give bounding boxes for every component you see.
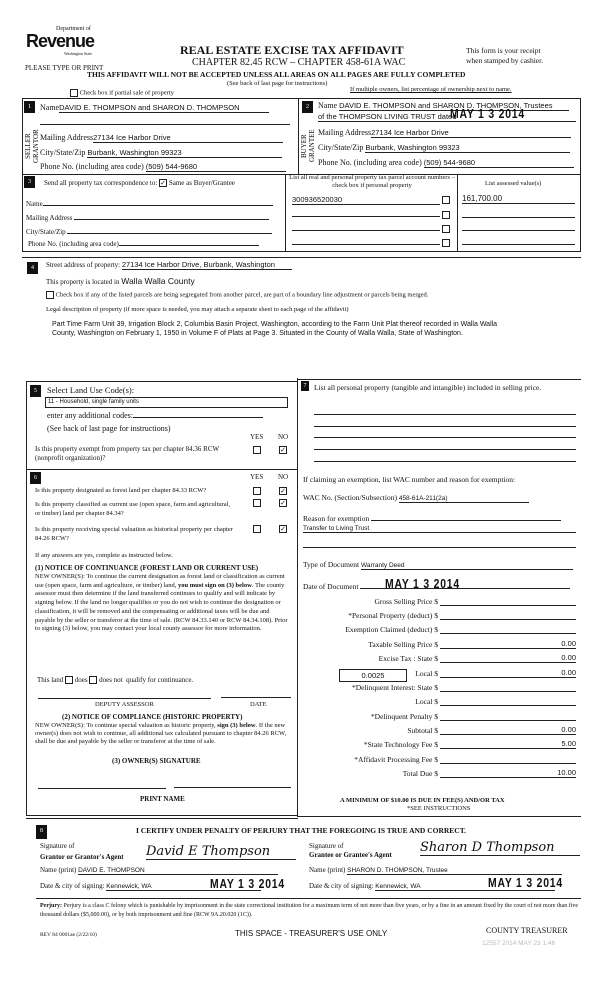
deputy-assessor-line	[38, 698, 211, 699]
fee-label: Exemption Claimed (deduct) $	[345, 625, 438, 634]
logo-main-text: Revenue	[26, 31, 95, 51]
personal-property-checkbox[interactable]	[442, 196, 450, 204]
wac-field[interactable]: 458-61A-211(2a)	[399, 495, 529, 503]
corr-city-field[interactable]	[67, 233, 272, 234]
fee-value-field[interactable]	[440, 696, 576, 706]
fee-value-field[interactable]	[440, 682, 576, 692]
fee-label: Subtotal $	[407, 726, 438, 735]
personal-property-checkbox-3[interactable]	[442, 225, 450, 233]
seller-name-label: Name	[40, 103, 60, 112]
fee-value-field[interactable]	[440, 711, 576, 721]
section-4-badge: 4	[27, 262, 38, 274]
historic-no-checkbox[interactable]: ✓	[280, 525, 286, 533]
fee-value-field[interactable]: 0.00	[440, 639, 576, 649]
fee-value-field[interactable]: 0.00	[440, 725, 576, 735]
grantee-agent-label: Grantee or Grantee's Agent	[309, 851, 392, 859]
assessed-value-field[interactable]: 161,700.00	[462, 194, 575, 204]
notice-2-text-a: NEW OWNER(S): To continue special valuation as historic property,	[35, 722, 218, 729]
doctype-label: Type of Document	[303, 560, 360, 569]
buyer-city-row	[318, 143, 570, 153]
see-back-note: (See back of last page for instructions)	[227, 80, 328, 87]
fee-value-field[interactable]: 10.00	[440, 768, 576, 778]
column-divider	[297, 378, 298, 816]
continuance-row	[37, 676, 193, 684]
buyer-city-label: City/State/Zip	[318, 143, 364, 152]
fee-value-field[interactable]: 5.00	[440, 739, 576, 749]
seller-mail-row	[40, 133, 283, 143]
grantee-date-stamp: MAY 1 3 2014	[488, 875, 563, 890]
parcel-number-field-2[interactable]	[292, 209, 440, 217]
corr-city-label: City/State/Zip	[26, 228, 66, 236]
seller-side-label: SELLER GRANTOR	[24, 129, 40, 163]
assessed-line-2	[462, 217, 575, 218]
seller-city-label: City/State/Zip	[40, 148, 86, 157]
receipt-note-1: This form is your receipt	[466, 46, 541, 55]
docdate-label: Date of Document	[303, 582, 359, 591]
section-8-top-rule	[26, 818, 298, 819]
please-type: PLEASE TYPE OR PRINT	[25, 64, 104, 72]
fee-label: Total Due $	[402, 769, 438, 778]
parcel-row-3	[292, 223, 450, 233]
notice-2-text-b: sign (3) below	[217, 722, 256, 729]
deputy-assessor-label: DEPUTY ASSESSOR	[95, 701, 154, 708]
fee-label: *State Technology Fee $	[363, 740, 438, 749]
seller-name-line-2	[40, 124, 290, 125]
seller-name-row	[40, 103, 269, 113]
notice-2-text	[35, 722, 290, 746]
notice-1-title: (1) NOTICE OF CONTINUANCE (FOREST LAND OR CURRENT USE)	[35, 564, 259, 572]
notice-1-text-b: you must sign on (3) below	[177, 581, 252, 589]
corr-name-field[interactable]	[43, 205, 273, 206]
seller-city-row	[40, 148, 282, 158]
acceptance-warning: THIS AFFIDAVIT WILL NOT BE ACCEPTED UNLESS ALL AREAS ON ALL PAGES ARE FULLY COMPLETED	[87, 70, 466, 79]
corr-name-row	[26, 200, 273, 208]
parcel-row-4	[292, 237, 450, 247]
logo-top-text: Department of	[56, 26, 91, 32]
does-label: does	[74, 676, 88, 684]
docdate-stamp: MAY 1 3 2014	[385, 576, 460, 591]
historic-yes-checkbox[interactable]	[253, 525, 261, 533]
grantee-signature[interactable]: Sharon D Thompson	[420, 840, 580, 856]
grantee-sig-of: Signature of	[309, 842, 344, 850]
additional-codes-row	[47, 411, 263, 420]
seller-phone-field[interactable]: (509) 544-9680	[146, 162, 286, 172]
does-not-label: does not	[99, 676, 123, 684]
section-6-badge: 6	[30, 472, 41, 484]
send-correspondence-row	[44, 179, 235, 187]
corr-mail-field[interactable]	[74, 219, 269, 220]
notice-1-text-a: NEW OWNER(S): To continue the current designation as forest land or classification as current use (open space, farm and agriculture, or timber) land,	[35, 573, 285, 589]
multiple-owners-note: If multiple owners, list percentage of ownership next to name.	[350, 86, 512, 93]
seller-mail-label: Mailing Address	[40, 133, 94, 142]
s6-yes-header: YES	[250, 473, 264, 481]
buyer-name-field[interactable]: DAVID E. THOMPSON and SHARON D. THOMPSON, Trustees	[339, 101, 569, 111]
buyer-phone-row	[318, 158, 574, 168]
personal-property-line-4[interactable]	[314, 449, 576, 450]
parcel-row-2	[292, 209, 450, 219]
parcel-number-field-4[interactable]	[292, 237, 440, 245]
see-instructions-note: *SEE INSTRUCTIONS	[407, 805, 471, 812]
parcel-number-field-3[interactable]	[292, 223, 440, 231]
additional-codes-field[interactable]	[133, 417, 263, 418]
grantor-date-stamp: MAY 1 3 2014	[210, 876, 285, 891]
this-land-label: This land	[37, 676, 64, 684]
certify-statement: I CERTIFY UNDER PENALTY OF PERJURY THAT THE FOREGOING IS TRUE AND CORRECT.	[136, 826, 467, 835]
corr-phone-field[interactable]	[119, 245, 259, 246]
personal-property-checkbox-2[interactable]	[442, 211, 450, 219]
dor-logo	[22, 26, 95, 62]
reason-row	[303, 513, 561, 523]
doctype-row	[303, 560, 573, 570]
perjury-top-rule	[36, 898, 581, 899]
print-name-label: PRINT NAME	[140, 795, 185, 803]
exempt-yes-checkbox[interactable]	[253, 446, 261, 454]
buyer-name-label: Name	[318, 101, 338, 110]
seller-city-field[interactable]: Burbank, Washington 99323	[87, 148, 282, 158]
receipt-note-2: when stamped by cashier.	[466, 56, 544, 65]
grantor-agent-label: Grantor or Grantor's Agent	[40, 853, 124, 861]
if-yes-note: If any answers are yes, complete as instructed below.	[35, 552, 173, 559]
assessed-line-4	[462, 244, 575, 245]
reason-line-3[interactable]	[303, 547, 576, 548]
grantor-city-field[interactable]: Kennewick, WA	[106, 883, 261, 891]
buyer-city-field[interactable]: Burbank, Washington 99323	[365, 143, 570, 153]
buyer-name-row-2	[318, 112, 576, 122]
section-7-badge: 7	[301, 381, 309, 391]
section-7-top-rule	[297, 379, 581, 380]
exempt-question: Is this property exempt from property tax per chapter 84.36 RCW (nonprofit organization)?	[35, 445, 219, 462]
land-use-select[interactable]: 11 - Household, single family units	[45, 397, 288, 408]
grantee-name-field[interactable]: SHARON D. THOMPSON, Trustee	[347, 867, 562, 875]
segregated-checkbox[interactable]	[46, 291, 54, 299]
wac-label: WAC No. (Section/Subsection)	[303, 493, 397, 502]
notice-2-text-c: . If the new owner(s) does not wish to continue, all additional tax calculated pursuant to chapter 84.26 RCW, shall be due and payable by the seller or transferor at the time of sale.	[35, 722, 287, 745]
corr-mail-row	[26, 214, 269, 222]
section-5-badge: 5	[30, 385, 41, 397]
located-row	[46, 276, 195, 286]
parcel-number-field[interactable]: 300936520030	[292, 195, 440, 205]
legal-description: Part Time Farm Unit 39, Irrigation Block 2, Columbia Basin Project, Washington, according to the Farm Unit Plat thereof recorded in Walla Walla County, Washington on February 1, 1950 in Volume F of Plats at Page 3. Situated in the County of Walla Walla, State of Washington.	[52, 321, 498, 337]
assessed-header: List assessed value(s)	[485, 180, 542, 187]
section-1-badge: 1	[24, 101, 35, 113]
grantor-sig-of: Signature of	[40, 842, 75, 850]
reason-field[interactable]: Transfer to Living Trust	[303, 525, 576, 533]
fee-label: Taxable Selling Price $	[368, 640, 438, 649]
buyer-mail-label: Mailing Address	[318, 128, 372, 137]
receipt-stamp: 12557 2014 MAY 23 1:46	[482, 940, 556, 947]
treasurer-space-label: THIS SPACE - TREASURER'S USE ONLY	[235, 929, 388, 938]
fee-value-field[interactable]: 0.00	[440, 653, 576, 663]
fee-label: *Personal Property (deduct) $	[348, 611, 438, 620]
corr-city-row	[26, 228, 272, 236]
section-8-badge: 8	[36, 825, 47, 839]
grantor-signature[interactable]: David E Thompson	[146, 844, 296, 860]
revision-code: REV 84 0001ae (2/22/10)	[40, 932, 97, 938]
personal-property-line-5[interactable]	[314, 461, 576, 462]
corr-mail-label: Mailing Address	[26, 214, 73, 222]
notice-1-text	[35, 573, 290, 634]
seller-phone-row	[40, 162, 286, 172]
assessor-date-line	[221, 697, 291, 698]
does-not-checkbox[interactable]	[89, 676, 97, 684]
assessed-line-3	[462, 230, 575, 231]
forest-question: Is this property designated as forest land per chapter 84.33 RCW?	[35, 487, 207, 494]
fee-label: Excise Tax : State $	[378, 654, 438, 663]
wac-row	[303, 493, 529, 503]
street-label: Street address of property:	[46, 261, 121, 269]
section-2-badge: 2	[302, 101, 313, 113]
seller-mail-field[interactable]: 27134 Ice Harbor Drive	[93, 133, 283, 143]
personal-property-label: List all personal property (tangible and intangible) included in selling price.	[314, 383, 542, 392]
section-4-top-rule	[22, 257, 581, 258]
buyer-date-stamp: MAY 1 3 2014	[450, 106, 525, 121]
fee-label: *Delinquent Penalty $	[370, 712, 438, 721]
county-value: Walla Walla County	[121, 276, 195, 286]
notice-2-title: (2) NOTICE OF COMPLIANCE (HISTORIC PROPERTY)	[62, 713, 243, 721]
fee-value-field[interactable]: 0.00	[440, 668, 576, 678]
buyer-phone-field[interactable]: (509) 544-9680	[424, 158, 574, 168]
owner-signature-title: (3) OWNER(S) SIGNATURE	[112, 757, 201, 765]
grantor-name-field[interactable]: DAVID E. THOMPSON	[78, 867, 278, 875]
does-checkbox[interactable]	[65, 676, 73, 684]
county-treasurer-label: COUNTY TREASURER	[486, 926, 568, 935]
s6-no-header: NO	[278, 473, 289, 481]
legal-label: Legal description of property (if more space is needed, you may attach a separate sheet to each page of the affidavit)	[46, 306, 349, 313]
section-7-bottom-rule	[297, 816, 581, 817]
forest-yes-checkbox[interactable]	[253, 487, 261, 495]
buyer-name-row	[318, 101, 569, 111]
located-label: This property is located in	[46, 278, 120, 286]
fee-label: Gross Selling Price $	[374, 597, 438, 606]
grantee-date-label: Date & city of signing:	[309, 882, 374, 890]
exempt-no-checkbox[interactable]: ✓	[280, 446, 286, 454]
minimum-due-note: A MINIMUM OF $10.00 IS DUE IN FEE(S) AND/OR TAX	[340, 797, 505, 804]
corr-phone-label: Phone No. (including area code)	[28, 240, 119, 248]
fee-value-field[interactable]	[440, 624, 576, 634]
historic-question: Is this property receiving special valuation as historical property per chapter 84.26 RCW?	[35, 526, 233, 542]
same-as-buyer-label: Same as Buyer/Grantee	[168, 179, 235, 187]
exempt-yes-header: YES	[250, 433, 264, 441]
exemption-label: If claiming an exemption, list WAC number and reason for exemption:	[303, 475, 516, 484]
parcel-header: List all real and personal property tax parcel account numbers – check box if personal property	[289, 174, 455, 189]
exempt-no-header: NO	[278, 433, 289, 441]
land-use-label: Select Land Use Code(s):	[47, 385, 135, 395]
segregated-label: Check box if any of the listed parcels are being segregated from another parcel, are part of a boundary line adjustment or parcels being merged.	[55, 291, 429, 299]
current-use-yes-checkbox[interactable]	[253, 499, 261, 507]
grantee-name-label: Name (print)	[309, 866, 346, 874]
grantee-city-field[interactable]: Kennewick, WA	[375, 883, 555, 891]
assessor-date-label: DATE	[250, 701, 267, 708]
buyer-mail-row	[318, 128, 571, 138]
form-title: REAL ESTATE EXCISE TAX AFFIDAVIT	[180, 43, 404, 57]
fee-label: *Delinquent Interest: State $	[351, 683, 438, 692]
owner-signature-line[interactable]	[38, 788, 166, 789]
street-field[interactable]: 27134 Ice Harbor Drive, Burbank, Washington	[122, 260, 292, 270]
current-use-question: Is this property classified as current use (open space, farm and agricultural, or timber) land per chapter 84.34?	[35, 501, 231, 517]
street-row	[46, 260, 292, 270]
personal-property-line-3[interactable]	[314, 437, 576, 438]
fee-label: *Affidavit Processing Fee $	[354, 755, 438, 764]
seller-phone-label: Phone No. (including area code)	[40, 162, 144, 171]
owner-signature-line-2[interactable]	[174, 787, 291, 788]
buyer-phone-label: Phone No. (including area code)	[318, 158, 422, 167]
forest-no-checkbox[interactable]: ✓	[280, 487, 286, 495]
section-3-col-divider-2	[457, 174, 458, 252]
buyer-mail-field[interactable]: 27134 Ice Harbor Drive	[371, 128, 571, 138]
same-as-buyer-checkbox[interactable]: ✓	[160, 179, 167, 188]
personal-property-line-2[interactable]	[314, 426, 576, 427]
fee-value-field[interactable]	[440, 610, 576, 620]
section-6-rule	[26, 469, 298, 470]
additional-codes-label: enter any additional codes:	[47, 411, 133, 420]
reason-line[interactable]	[371, 513, 561, 521]
land-use-see-back: (See back of last page for instructions)	[47, 424, 171, 433]
fee-label: Local $	[415, 697, 438, 706]
fee-value-field[interactable]	[440, 754, 576, 764]
corr-phone-row	[28, 240, 259, 248]
logo-sub-text: Washington State	[64, 51, 93, 56]
section-3-badge: 3	[24, 176, 35, 188]
partial-sale-label: Check box if partial sale of property	[79, 89, 174, 97]
notice-1-text-c: . The county assessor must then determine if the land transferred continues to qualify and will indicate by signing below. If the land no longer qualifies or you do not wish to continue the designation or classification, it will be removed and the compensating or additional taxes will be due and payable by the seller or transferor at the time of sale. (RCW 84.33.140 or RCW 84.34.108). Prior to signing (3) below, you may contact your local county assessor for more information.	[35, 581, 288, 633]
local-rate-box: 0.0025	[339, 669, 407, 682]
send-correspondence-label: Send all property tax correspondence to:	[44, 179, 158, 187]
buyer-name-field-2[interactable]: of the THOMPSON LIVING TRUST dated	[318, 112, 576, 122]
perjury-text: Perjury is a class C felony which is punishable by imprisonment in the state correctional institution for a maximum term of not more than five years, or by a fine in an amount fixed by the court of not more than five thousand dollars ($5,000.00), or by both imprisonment and fine (RCW 9A.20.020 (1C)).	[40, 903, 579, 918]
fee-value-field[interactable]	[440, 596, 576, 606]
perjury-label: Perjury:	[40, 903, 62, 909]
partial-sale-checkbox[interactable]	[70, 89, 78, 97]
seller-name-field[interactable]: DAVID E. THOMPSON and SHARON D. THOMPSON	[59, 103, 269, 113]
corr-name-label: Name	[26, 200, 43, 208]
grantor-name-label: Name (print)	[40, 866, 77, 874]
form-chapter: CHAPTER 82.45 RCW – CHAPTER 458-61A WAC	[192, 57, 406, 68]
grantee-name-row	[309, 866, 562, 875]
fee-label: Local $	[415, 669, 438, 678]
personal-property-checkbox-4[interactable]	[442, 239, 450, 247]
grantor-date-label: Date & city of signing:	[40, 882, 105, 890]
section-3-col-divider	[285, 174, 286, 252]
partial-sale-checkbox-row[interactable]	[70, 89, 174, 97]
buyer-side-label: BUYER GRANTEE	[300, 129, 316, 163]
qualify-label: qualify for continuance.	[126, 676, 194, 684]
segregated-row[interactable]	[46, 291, 428, 299]
current-use-no-checkbox[interactable]: ✓	[280, 499, 286, 507]
grantor-name-row	[40, 866, 278, 875]
parcel-row	[292, 195, 450, 205]
perjury-note	[40, 902, 580, 920]
reason-label: Reason for exemption	[303, 514, 370, 523]
personal-property-line-1[interactable]	[314, 414, 576, 415]
doctype-field[interactable]: Warranty Deed	[361, 562, 573, 570]
